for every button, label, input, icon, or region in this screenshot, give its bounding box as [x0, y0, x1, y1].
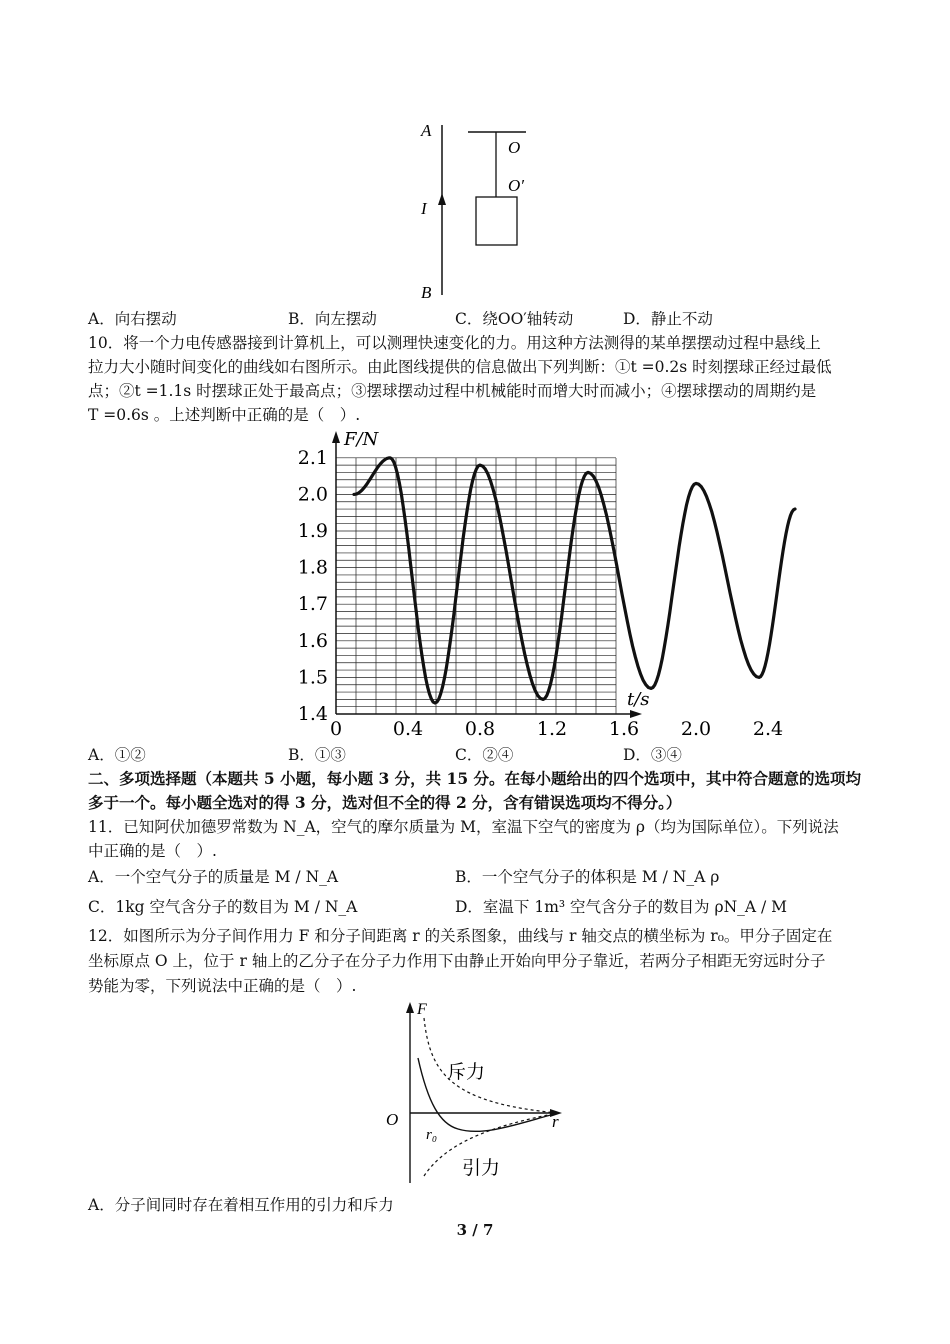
label-o: O: [508, 138, 521, 157]
x-tick-label: 1.2: [536, 718, 568, 740]
coil-box: [476, 197, 517, 245]
label-repulsion: 斥力: [447, 1061, 486, 1083]
y-tick-label: 1.9: [297, 520, 328, 542]
x-axis-label: t/s: [627, 689, 650, 710]
q10-line-2: 拉力大小随时间变化的曲线如右图所示。由此图线提供的信息做出下列判断：①t =0.2s 时刻摆球正经过最低: [88, 358, 832, 376]
q9-option-b: B．向左摆动: [288, 310, 377, 328]
label-o-prime: O′: [508, 176, 524, 195]
y-axis-label: F/N: [344, 429, 379, 450]
section2-heading-1: 二、多项选择题（本题共 5 小题，每小题 3 分，共 15 分。在每小题给出的四个选项中，其中符合题意的选项均: [88, 769, 862, 788]
x-tick-label: 0.4: [392, 718, 424, 740]
chart-grid: [336, 458, 616, 714]
y-tick-label: 1.8: [297, 556, 328, 579]
y-tick-label: 1.4: [297, 703, 328, 725]
q11-option-b: B．一个空气分子的体积是 M / N_A ρ: [455, 868, 720, 886]
q11-option-c: C．1kg 空气含分子的数目为 M / N_A: [88, 898, 358, 916]
page-number: 3 / 7: [456, 1221, 494, 1239]
q9-option-d: D．静止不动: [623, 310, 713, 328]
q11-line-2: 中正确的是（ ）.: [88, 842, 217, 860]
molecular-force-figure: [380, 998, 580, 1192]
label-r0: r₀: [426, 1127, 438, 1143]
y-tick-label: 1.7: [297, 593, 328, 616]
q11-option-d: D．室温下 1m³ 空气含分子的数目为 ρN_A / M: [455, 898, 788, 916]
tick-labels: [298, 447, 783, 740]
q10-option-c: C．②④: [455, 746, 514, 764]
q10-option-a: A．①②: [88, 746, 146, 764]
current-arrow-icon: [438, 193, 446, 205]
f-axis-arrow-icon: [406, 1002, 414, 1013]
label-i: I: [421, 199, 427, 218]
y-tick-label: 1.6: [297, 629, 328, 652]
label-f: F: [417, 1001, 427, 1018]
q9-option-c: C．绕OO′轴转动: [455, 310, 574, 328]
section2-heading-2: 多于一个。每小题全选对的得 3 分，选对但不全的得 2 分，含有错误选项均不得分。）: [88, 793, 682, 812]
q9-figure: [410, 115, 540, 305]
q12-line-3: 势能为零，下列说法中正确的是（ ）.: [88, 977, 357, 995]
q12-line-2: 坐标原点 O 上，位于 r 轴上的乙分子在分子力作用下由静止开始向甲分子靠近，若两分子相距无穷远时分子: [88, 952, 826, 970]
q10-line-4: T =0.6s 。上述判断中正确的是（ ）.: [88, 406, 361, 424]
force-time-chart: [290, 425, 784, 745]
x-tick-label: 0.8: [464, 718, 496, 740]
x-tick-label: 0: [329, 718, 343, 740]
x-axis-arrow-icon: [630, 710, 642, 718]
y-tick-label: 2.0: [297, 483, 328, 506]
q10-option-d: D．③④: [623, 746, 682, 764]
x-tick-label: 2.0: [680, 718, 712, 740]
net-force-curve: [418, 1058, 558, 1131]
q12-line-1: 12．如图所示为分子间作用力 F 和分子间距离 r 的关系图象，曲线与 r 轴交点的横坐标为 r₀。甲分子固定在: [88, 927, 833, 945]
label-r: r: [552, 1112, 559, 1131]
label-a: A: [421, 121, 432, 140]
q10-option-b: B．①③: [288, 746, 346, 764]
q11-option-a: A．一个空气分子的质量是 M / N_A: [88, 868, 339, 886]
y-axis-arrow-icon: [332, 431, 340, 443]
label-b: B: [421, 283, 432, 302]
x-tick-label: 2.4: [752, 718, 784, 740]
q9-option-a: A．向右摆动: [88, 310, 177, 328]
q10-line-1: 10．将一个力电传感器接到计算机上，可以测理快速变化的力。用这种方法测得的某单摆摆动过程中悬线上: [88, 334, 821, 352]
repulsion-curve: [424, 1018, 558, 1113]
y-tick-label: 1.5: [297, 666, 328, 689]
q10-line-3: 点；②t =1.1s 时摆球正处于最高点；③摆球摆动过程中机械能时而增大时而减小；④摆球摆动的周期约是: [88, 382, 817, 400]
y-tick-label: 2.1: [297, 446, 328, 469]
x-tick-label: 1.6: [608, 718, 640, 740]
q11-line-1: 11．已知阿伏加德罗常数为 N_A，空气的摩尔质量为 M，室温下空气的密度为 ρ（均为国际单位）。下列说法: [88, 818, 839, 836]
label-attraction: 引力: [462, 1157, 501, 1179]
label-origin-o: O: [386, 1110, 399, 1129]
q12-option-a: A．分子间同时存在着相互作用的引力和斥力: [88, 1196, 394, 1214]
